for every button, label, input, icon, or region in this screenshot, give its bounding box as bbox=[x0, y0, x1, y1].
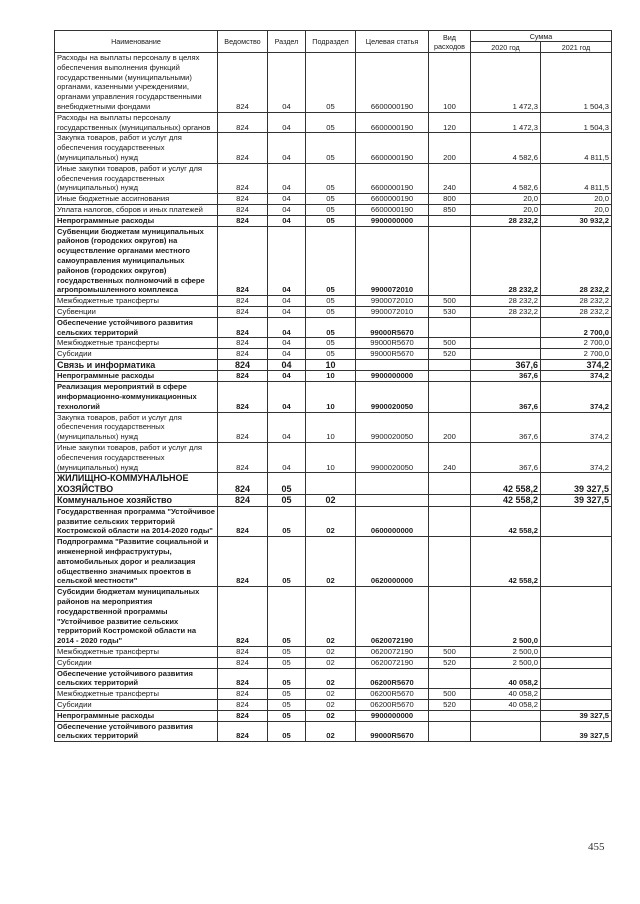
cell-name: Расходы на выплаты персоналу в целях обеспечения выполнения функций государственными (муниципальными) органами, казенными учреждениями, органами управления государственными внебюджетными фондами bbox=[55, 53, 218, 113]
cell-sum-2021: 374,2 bbox=[541, 442, 612, 472]
cell-sum-2020: 40 058,2 bbox=[471, 700, 541, 711]
cell-sum-2021: 1 504,3 bbox=[541, 112, 612, 133]
cell-name: Непрограммные расходы bbox=[55, 710, 218, 721]
cell-subsection: 02 bbox=[306, 537, 356, 587]
cell-sum-2021: 374,2 bbox=[541, 382, 612, 412]
cell-subsection: 05 bbox=[306, 338, 356, 349]
cell-section: 04 bbox=[268, 194, 306, 205]
cell-department: 824 bbox=[218, 587, 268, 647]
table-row bbox=[55, 700, 612, 711]
cell-subsection: 02 bbox=[306, 668, 356, 689]
cell-subsection: 05 bbox=[306, 194, 356, 205]
cell-name: Государственная программа "Устойчивое развитие сельских территорий Костромской области на 2014-2020 годы" bbox=[55, 506, 218, 536]
cell-subsection: 02 bbox=[306, 657, 356, 668]
cell-sum-2021: 374,2 bbox=[541, 359, 612, 371]
cell-section: 04 bbox=[268, 412, 306, 442]
cell-target: 99000R5670 bbox=[356, 721, 429, 742]
cell-expense-type bbox=[429, 371, 471, 382]
cell-expense-type: 240 bbox=[429, 442, 471, 472]
cell-expense-type: 120 bbox=[429, 112, 471, 133]
cell-sum-2020: 367,6 bbox=[471, 382, 541, 412]
cell-target: 9900020050 bbox=[356, 382, 429, 412]
cell-target: 06200R5670 bbox=[356, 689, 429, 700]
cell-department: 824 bbox=[218, 647, 268, 658]
cell-expense-type bbox=[429, 382, 471, 412]
cell-department: 824 bbox=[218, 442, 268, 472]
header-department: Ведомство bbox=[218, 31, 268, 53]
cell-sum-2021 bbox=[541, 657, 612, 668]
cell-sum-2020: 28 232,2 bbox=[471, 306, 541, 317]
cell-department: 824 bbox=[218, 657, 268, 668]
cell-section: 04 bbox=[268, 349, 306, 360]
cell-sum-2020 bbox=[471, 317, 541, 338]
cell-section: 05 bbox=[268, 473, 306, 495]
cell-sum-2021: 39 327,5 bbox=[541, 721, 612, 742]
cell-subsection: 05 bbox=[306, 317, 356, 338]
cell-target: 99000R5670 bbox=[356, 349, 429, 360]
cell-department: 824 bbox=[218, 668, 268, 689]
cell-target: 0620072190 bbox=[356, 657, 429, 668]
cell-section: 04 bbox=[268, 53, 306, 113]
cell-target bbox=[356, 359, 429, 371]
cell-sum-2021: 28 232,2 bbox=[541, 306, 612, 317]
cell-target: 0600000000 bbox=[356, 506, 429, 536]
cell-sum-2020: 42 558,2 bbox=[471, 495, 541, 507]
cell-expense-type bbox=[429, 226, 471, 296]
header-sum: Сумма bbox=[471, 31, 612, 42]
cell-sum-2020: 42 558,2 bbox=[471, 506, 541, 536]
cell-name: Расходы на выплаты персоналу государственных (муниципальных) органов bbox=[55, 112, 218, 133]
cell-section: 05 bbox=[268, 700, 306, 711]
cell-sum-2020: 20,0 bbox=[471, 204, 541, 215]
table-row bbox=[55, 163, 612, 193]
table-row bbox=[55, 495, 612, 507]
cell-target: 6600000190 bbox=[356, 194, 429, 205]
cell-target: 9900020050 bbox=[356, 442, 429, 472]
cell-sum-2020: 40 058,2 bbox=[471, 689, 541, 700]
table-row bbox=[55, 412, 612, 442]
cell-subsection bbox=[306, 473, 356, 495]
cell-name: Подпрограмма "Развитие социальной и инженерной инфраструктуры, автомобильных дорог и реализация общественно значимых проектов в сельской местности" bbox=[55, 537, 218, 587]
cell-section: 05 bbox=[268, 689, 306, 700]
cell-subsection: 05 bbox=[306, 226, 356, 296]
cell-department: 824 bbox=[218, 537, 268, 587]
cell-sum-2021: 4 811,5 bbox=[541, 163, 612, 193]
cell-department: 824 bbox=[218, 473, 268, 495]
cell-section: 04 bbox=[268, 359, 306, 371]
cell-subsection: 02 bbox=[306, 700, 356, 711]
cell-name: Субсидии bbox=[55, 349, 218, 360]
cell-section: 04 bbox=[268, 382, 306, 412]
table-row bbox=[55, 359, 612, 371]
table-row bbox=[55, 349, 612, 360]
cell-name: Реализация мероприятий в сфере информационно-коммуникационных технологий bbox=[55, 382, 218, 412]
cell-department: 824 bbox=[218, 506, 268, 536]
header-target: Целевая статья bbox=[356, 31, 429, 53]
cell-section: 04 bbox=[268, 163, 306, 193]
table-row bbox=[55, 371, 612, 382]
cell-name: Иные закупки товаров, работ и услуг для обеспечения государственных (муниципальных) нужд bbox=[55, 163, 218, 193]
cell-subsection: 02 bbox=[306, 495, 356, 507]
cell-target: 9900020050 bbox=[356, 412, 429, 442]
cell-sum-2020: 28 232,2 bbox=[471, 226, 541, 296]
header-name: Наименование bbox=[55, 31, 218, 53]
cell-name: Обеспечение устойчивого развития сельских территорий bbox=[55, 721, 218, 742]
cell-sum-2020: 367,6 bbox=[471, 412, 541, 442]
cell-department: 824 bbox=[218, 412, 268, 442]
cell-target bbox=[356, 473, 429, 495]
cell-sum-2020 bbox=[471, 338, 541, 349]
table-row bbox=[55, 215, 612, 226]
cell-department: 824 bbox=[218, 382, 268, 412]
cell-sum-2020: 20,0 bbox=[471, 194, 541, 205]
cell-name: Субвенции bbox=[55, 306, 218, 317]
cell-expense-type bbox=[429, 473, 471, 495]
cell-target: 6600000190 bbox=[356, 53, 429, 113]
header-year-2020: 2020 год bbox=[471, 42, 541, 53]
cell-expense-type: 500 bbox=[429, 647, 471, 658]
cell-name: Субсидии bbox=[55, 700, 218, 711]
cell-department: 824 bbox=[218, 700, 268, 711]
cell-department: 824 bbox=[218, 226, 268, 296]
cell-department: 824 bbox=[218, 112, 268, 133]
cell-sum-2021: 39 327,5 bbox=[541, 473, 612, 495]
table-row bbox=[55, 204, 612, 215]
cell-section: 05 bbox=[268, 537, 306, 587]
table-row bbox=[55, 194, 612, 205]
cell-name: Субсидии bbox=[55, 657, 218, 668]
cell-sum-2021: 39 327,5 bbox=[541, 710, 612, 721]
cell-sum-2021 bbox=[541, 700, 612, 711]
cell-sum-2020 bbox=[471, 721, 541, 742]
cell-subsection: 05 bbox=[306, 53, 356, 113]
cell-sum-2021: 20,0 bbox=[541, 194, 612, 205]
cell-sum-2020: 42 558,2 bbox=[471, 473, 541, 495]
cell-name: Коммунальное хозяйство bbox=[55, 495, 218, 507]
cell-subsection: 05 bbox=[306, 133, 356, 163]
cell-expense-type bbox=[429, 721, 471, 742]
cell-target: 9900072010 bbox=[356, 306, 429, 317]
cell-expense-type: 520 bbox=[429, 700, 471, 711]
table-row bbox=[55, 647, 612, 658]
cell-section: 04 bbox=[268, 306, 306, 317]
cell-target: 99000R5670 bbox=[356, 317, 429, 338]
cell-sum-2020: 4 582,6 bbox=[471, 163, 541, 193]
cell-target: 99000R5670 bbox=[356, 338, 429, 349]
cell-expense-type bbox=[429, 215, 471, 226]
cell-department: 824 bbox=[218, 495, 268, 507]
cell-expense-type bbox=[429, 668, 471, 689]
cell-target: 06200R5670 bbox=[356, 700, 429, 711]
cell-sum-2020: 367,6 bbox=[471, 442, 541, 472]
cell-sum-2021: 28 232,2 bbox=[541, 226, 612, 296]
cell-section: 05 bbox=[268, 495, 306, 507]
cell-department: 824 bbox=[218, 194, 268, 205]
table-row bbox=[55, 382, 612, 412]
cell-expense-type bbox=[429, 587, 471, 647]
cell-subsection: 02 bbox=[306, 710, 356, 721]
table-row bbox=[55, 338, 612, 349]
cell-expense-type: 200 bbox=[429, 133, 471, 163]
cell-sum-2020: 40 058,2 bbox=[471, 668, 541, 689]
cell-sum-2020: 1 472,3 bbox=[471, 112, 541, 133]
cell-target: 0620072190 bbox=[356, 587, 429, 647]
cell-subsection: 05 bbox=[306, 306, 356, 317]
cell-sum-2021: 20,0 bbox=[541, 204, 612, 215]
cell-expense-type: 520 bbox=[429, 349, 471, 360]
cell-expense-type: 850 bbox=[429, 204, 471, 215]
cell-section: 04 bbox=[268, 204, 306, 215]
cell-sum-2020: 2 500,0 bbox=[471, 647, 541, 658]
cell-department: 824 bbox=[218, 296, 268, 307]
cell-section: 04 bbox=[268, 112, 306, 133]
cell-sum-2021: 39 327,5 bbox=[541, 495, 612, 507]
cell-section: 05 bbox=[268, 657, 306, 668]
page-number: 455 bbox=[588, 841, 605, 853]
cell-department: 824 bbox=[218, 163, 268, 193]
cell-subsection: 02 bbox=[306, 506, 356, 536]
cell-expense-type: 500 bbox=[429, 338, 471, 349]
table-row bbox=[55, 689, 612, 700]
cell-sum-2021 bbox=[541, 647, 612, 658]
cell-subsection: 05 bbox=[306, 163, 356, 193]
table-row bbox=[55, 226, 612, 296]
table-row bbox=[55, 306, 612, 317]
cell-expense-type: 800 bbox=[429, 194, 471, 205]
cell-subsection: 05 bbox=[306, 215, 356, 226]
cell-section: 05 bbox=[268, 721, 306, 742]
cell-expense-type bbox=[429, 495, 471, 507]
cell-expense-type: 200 bbox=[429, 412, 471, 442]
cell-name: Закупка товаров, работ и услуг для обеспечения государственных (муниципальных) нужд bbox=[55, 133, 218, 163]
cell-sum-2020 bbox=[471, 710, 541, 721]
cell-expense-type: 530 bbox=[429, 306, 471, 317]
cell-department: 824 bbox=[218, 349, 268, 360]
cell-department: 824 bbox=[218, 306, 268, 317]
table-row bbox=[55, 710, 612, 721]
table-row bbox=[55, 721, 612, 742]
cell-name: Межбюджетные трансферты bbox=[55, 296, 218, 307]
cell-sum-2021: 4 811,5 bbox=[541, 133, 612, 163]
header-subsection: Подраздел bbox=[306, 31, 356, 53]
table-row bbox=[55, 506, 612, 536]
cell-subsection: 10 bbox=[306, 382, 356, 412]
cell-subsection: 02 bbox=[306, 721, 356, 742]
cell-name: Закупка товаров, работ и услуг для обеспечения государственных (муниципальных) нужд bbox=[55, 412, 218, 442]
table-row bbox=[55, 657, 612, 668]
cell-name: Уплата налогов, сборов и иных платежей bbox=[55, 204, 218, 215]
cell-sum-2021: 28 232,2 bbox=[541, 296, 612, 307]
cell-section: 05 bbox=[268, 647, 306, 658]
cell-section: 05 bbox=[268, 710, 306, 721]
cell-target: 9900000000 bbox=[356, 215, 429, 226]
cell-sum-2020 bbox=[471, 349, 541, 360]
cell-section: 04 bbox=[268, 317, 306, 338]
cell-subsection: 02 bbox=[306, 587, 356, 647]
cell-sum-2021 bbox=[541, 537, 612, 587]
cell-sum-2021: 2 700,0 bbox=[541, 317, 612, 338]
cell-sum-2021: 2 700,0 bbox=[541, 349, 612, 360]
cell-name: Межбюджетные трансферты bbox=[55, 647, 218, 658]
cell-expense-type bbox=[429, 537, 471, 587]
cell-sum-2021 bbox=[541, 506, 612, 536]
cell-sum-2020: 28 232,2 bbox=[471, 296, 541, 307]
cell-department: 824 bbox=[218, 359, 268, 371]
table-row bbox=[55, 668, 612, 689]
cell-sum-2020: 1 472,3 bbox=[471, 53, 541, 113]
cell-sum-2020: 2 500,0 bbox=[471, 587, 541, 647]
cell-section: 05 bbox=[268, 506, 306, 536]
cell-name: Обеспечение устойчивого развития сельских территорий bbox=[55, 668, 218, 689]
cell-target: 9900000000 bbox=[356, 710, 429, 721]
cell-target: 6600000190 bbox=[356, 112, 429, 133]
cell-sum-2021 bbox=[541, 689, 612, 700]
cell-section: 04 bbox=[268, 226, 306, 296]
cell-department: 824 bbox=[218, 689, 268, 700]
cell-expense-type bbox=[429, 710, 471, 721]
cell-target: 6600000190 bbox=[356, 133, 429, 163]
cell-name: ЖИЛИЩНО-КОММУНАЛЬНОЕ ХОЗЯЙСТВО bbox=[55, 473, 218, 495]
table-row bbox=[55, 442, 612, 472]
table-row bbox=[55, 133, 612, 163]
cell-section: 04 bbox=[268, 296, 306, 307]
header-section: Раздел bbox=[268, 31, 306, 53]
cell-department: 824 bbox=[218, 204, 268, 215]
cell-target: 9900072010 bbox=[356, 296, 429, 307]
table-row bbox=[55, 473, 612, 495]
cell-expense-type bbox=[429, 317, 471, 338]
cell-subsection: 05 bbox=[306, 296, 356, 307]
cell-target: 6600000190 bbox=[356, 204, 429, 215]
cell-sum-2021: 30 932,2 bbox=[541, 215, 612, 226]
cell-expense-type bbox=[429, 506, 471, 536]
cell-subsection: 05 bbox=[306, 112, 356, 133]
cell-department: 824 bbox=[218, 371, 268, 382]
cell-name: Непрограммные расходы bbox=[55, 371, 218, 382]
cell-subsection: 05 bbox=[306, 349, 356, 360]
table-row bbox=[55, 537, 612, 587]
cell-target: 0620000000 bbox=[356, 537, 429, 587]
header-expense-type: Вид расходов bbox=[429, 31, 471, 53]
cell-section: 05 bbox=[268, 587, 306, 647]
cell-sum-2020: 42 558,2 bbox=[471, 537, 541, 587]
cell-sum-2020: 367,6 bbox=[471, 359, 541, 371]
cell-subsection: 10 bbox=[306, 371, 356, 382]
cell-target: 6600000190 bbox=[356, 163, 429, 193]
cell-expense-type: 240 bbox=[429, 163, 471, 193]
cell-department: 824 bbox=[218, 215, 268, 226]
cell-name: Обеспечение устойчивого развития сельских территорий bbox=[55, 317, 218, 338]
budget-table bbox=[54, 30, 612, 742]
cell-department: 824 bbox=[218, 133, 268, 163]
cell-name: Субсидии бюджетам муниципальных районов на мероприятия государственной программы "Устойчивое развитие сельских территорий Костромской области на 2014 - 2020 годы" bbox=[55, 587, 218, 647]
cell-subsection: 10 bbox=[306, 359, 356, 371]
cell-expense-type: 500 bbox=[429, 296, 471, 307]
cell-department: 824 bbox=[218, 53, 268, 113]
cell-section: 04 bbox=[268, 338, 306, 349]
cell-name: Межбюджетные трансферты bbox=[55, 338, 218, 349]
cell-subsection: 10 bbox=[306, 412, 356, 442]
cell-sum-2020: 2 500,0 bbox=[471, 657, 541, 668]
cell-name: Межбюджетные трансферты bbox=[55, 689, 218, 700]
table-body bbox=[55, 53, 612, 742]
cell-sum-2020: 28 232,2 bbox=[471, 215, 541, 226]
cell-target: 0620072190 bbox=[356, 647, 429, 658]
cell-subsection: 05 bbox=[306, 204, 356, 215]
cell-sum-2021 bbox=[541, 587, 612, 647]
cell-department: 824 bbox=[218, 721, 268, 742]
cell-sum-2021 bbox=[541, 668, 612, 689]
cell-section: 04 bbox=[268, 371, 306, 382]
cell-department: 824 bbox=[218, 338, 268, 349]
cell-target bbox=[356, 495, 429, 507]
cell-subsection: 02 bbox=[306, 689, 356, 700]
cell-section: 04 bbox=[268, 133, 306, 163]
cell-expense-type: 520 bbox=[429, 657, 471, 668]
cell-department: 824 bbox=[218, 710, 268, 721]
table-row bbox=[55, 53, 612, 113]
cell-subsection: 10 bbox=[306, 442, 356, 472]
cell-name: Связь и информатика bbox=[55, 359, 218, 371]
cell-sum-2021: 374,2 bbox=[541, 371, 612, 382]
cell-sum-2020: 367,6 bbox=[471, 371, 541, 382]
cell-expense-type bbox=[429, 359, 471, 371]
header-year-2021: 2021 год bbox=[541, 42, 612, 53]
cell-department: 824 bbox=[218, 317, 268, 338]
cell-sum-2020: 4 582,6 bbox=[471, 133, 541, 163]
cell-sum-2021: 2 700,0 bbox=[541, 338, 612, 349]
cell-section: 04 bbox=[268, 215, 306, 226]
cell-subsection: 02 bbox=[306, 647, 356, 658]
cell-sum-2021: 1 504,3 bbox=[541, 53, 612, 113]
cell-sum-2021: 374,2 bbox=[541, 412, 612, 442]
cell-target: 06200R5670 bbox=[356, 668, 429, 689]
budget-sheet bbox=[54, 30, 611, 742]
table-row bbox=[55, 296, 612, 307]
table-row bbox=[55, 587, 612, 647]
cell-name: Субвенции бюджетам муниципальных районов (городских округов) на осуществление органами местного самоуправления муниципальных районов (городских округов) государственных полномочий в сфере агропромышленного комплекса bbox=[55, 226, 218, 296]
cell-name: Иные бюджетные ассигнования bbox=[55, 194, 218, 205]
cell-expense-type: 500 bbox=[429, 689, 471, 700]
table-row bbox=[55, 112, 612, 133]
cell-section: 04 bbox=[268, 442, 306, 472]
table-row bbox=[55, 317, 612, 338]
cell-target: 9900000000 bbox=[356, 371, 429, 382]
cell-section: 05 bbox=[268, 668, 306, 689]
cell-expense-type: 100 bbox=[429, 53, 471, 113]
cell-target: 9900072010 bbox=[356, 226, 429, 296]
cell-name: Непрограммные расходы bbox=[55, 215, 218, 226]
cell-name: Иные закупки товаров, работ и услуг для обеспечения государственных (муниципальных) нужд bbox=[55, 442, 218, 472]
